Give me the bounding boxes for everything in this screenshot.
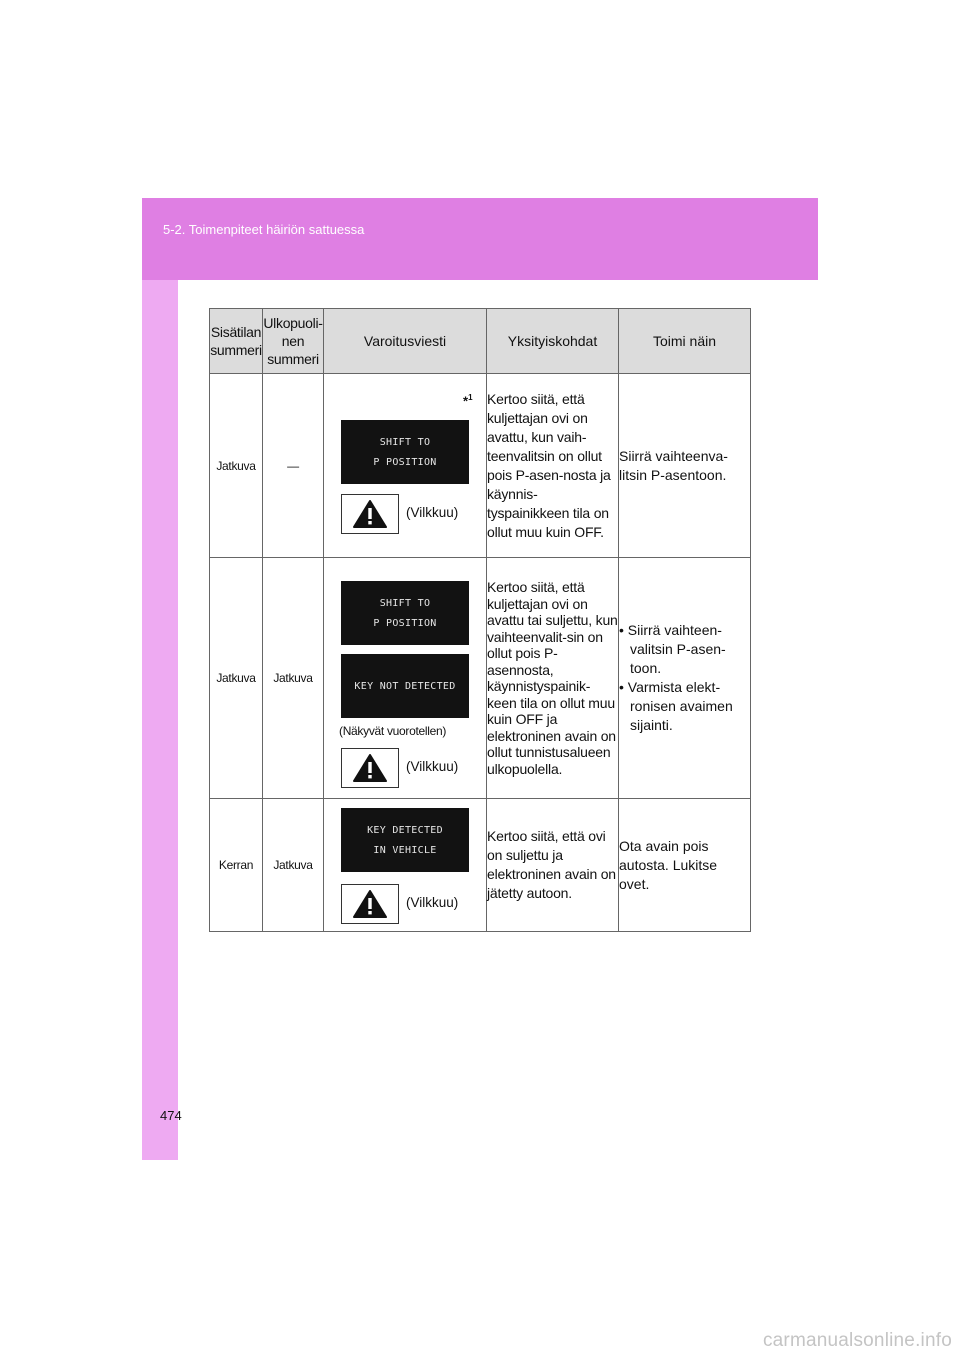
header-inner-buzzer: Sisätilan summeri (210, 309, 263, 374)
details-cell: Kertoo siitä, että kuljettajan ovi on avattu, kun vaih-teenvalitsin on ollut pois P-asen-nosta ja käynnis-tyspainikkeen tila on ollut muu kuin OFF. (487, 374, 619, 558)
warning-triangle-icon (341, 494, 399, 534)
header-details: Yksityiskohdat (487, 309, 619, 374)
flash-caption: (Vilkkuu) (406, 895, 459, 910)
display-shift-to-p: SHIFT TO P POSITION (341, 420, 469, 484)
warning-triangle-icon (341, 748, 399, 788)
message-cell (324, 374, 487, 558)
footnote-mark: *$^1$ (463, 393, 473, 409)
alternate-caption: (Näkyvät vuorotellen) (339, 724, 447, 738)
header-message: Varoitusviesti (324, 309, 487, 374)
section-title: 5-2. Toimenpiteet häiriön sattuessa (163, 222, 365, 237)
action-cell: Siirrä vaihteenva-litsin P-asentoon. (619, 374, 751, 558)
display-key-not-detected: KEY NOT DETECTED (341, 654, 469, 718)
table-row (210, 374, 751, 558)
action-item: • Siirrä vaihteen-valitsin P-asen-toon. (619, 622, 726, 676)
details-cell: Kertoo siitä, että kuljettajan ovi on avattu tai suljettu, kun vaihteenvalit-sin on ollut pois P-asennosta, käynnistyspainik-keen tila on ollut muu kuin OFF ja elektroninen avain on ollut tunnistusalueen ulkopuolella. (487, 558, 619, 799)
section-header-bar (142, 198, 818, 280)
inner-buzzer-cell: Jatkuva (210, 374, 263, 558)
watermark: carmanualsonline.info (762, 1330, 952, 1351)
message-cell (324, 799, 487, 932)
header-outer-buzzer: Ulkopuoli-nen summeri (263, 309, 324, 374)
details-cell: Kertoo siitä, että ovi on suljettu ja elektroninen avain on jätetty autoon. (487, 799, 619, 932)
side-strip (142, 198, 178, 1160)
outer-buzzer-cell: — (263, 374, 324, 558)
action-item: • Varmista elekt-ronisen avaimen sijainti. (619, 679, 733, 733)
message-cell (324, 558, 487, 799)
table-row (210, 799, 751, 932)
outer-buzzer-cell: Jatkuva (263, 558, 324, 799)
action-list (619, 621, 750, 735)
table-row (210, 558, 751, 799)
action-cell (619, 558, 751, 799)
action-cell: Ota avain pois autosta. Lukitse ovet. (619, 799, 751, 932)
inner-buzzer-cell: Jatkuva (210, 558, 263, 799)
flash-caption: (Vilkkuu) (406, 759, 459, 774)
outer-buzzer-cell: Jatkuva (263, 799, 324, 932)
inner-buzzer-cell: Kerran (210, 799, 263, 932)
display-key-detected-in-vehicle: KEY DETECTED IN VEHICLE (341, 808, 469, 872)
warning-triangle-icon (341, 884, 399, 924)
header-action: Toimi näin (619, 309, 751, 374)
table-header-row (210, 309, 751, 374)
display-shift-to-p: SHIFT TO P POSITION (341, 581, 469, 645)
warning-message-table (209, 308, 751, 932)
flash-caption: (Vilkkuu) (406, 505, 459, 520)
page-number: 474 (160, 1108, 182, 1123)
